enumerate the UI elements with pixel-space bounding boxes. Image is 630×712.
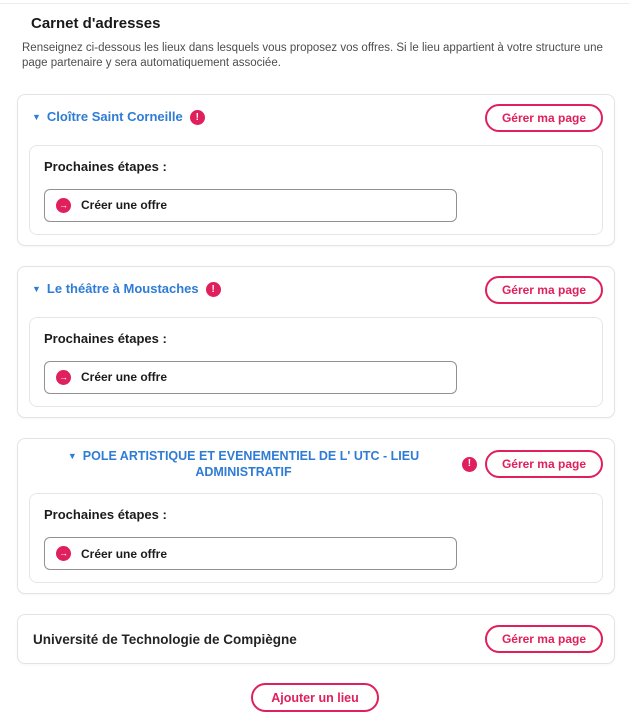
venue-card-theatre-a-moustaches bbox=[17, 266, 615, 418]
venue-list bbox=[17, 94, 615, 665]
top-divider bbox=[0, 3, 630, 4]
warning-icon: ! bbox=[190, 110, 205, 125]
next-steps-panel bbox=[29, 493, 603, 583]
arrow-right-icon: → bbox=[56, 198, 71, 213]
venue-card-pole-artistique-utc bbox=[17, 438, 615, 595]
chevron-down-icon: ▼ bbox=[32, 284, 41, 295]
create-offer-button[interactable] bbox=[44, 361, 457, 394]
venue-title-group bbox=[29, 281, 485, 298]
venue-toggle[interactable] bbox=[32, 448, 455, 481]
venue-title-group bbox=[29, 109, 485, 126]
add-venue-area bbox=[0, 683, 630, 712]
manage-page-button[interactable]: Gérer ma page bbox=[485, 625, 603, 653]
chevron-down-icon: ▼ bbox=[32, 112, 41, 123]
create-offer-button[interactable] bbox=[44, 189, 457, 222]
next-steps-label: Prochaines étapes : bbox=[44, 158, 167, 174]
arrow-right-icon: → bbox=[56, 370, 71, 385]
create-offer-button[interactable] bbox=[44, 537, 457, 570]
venue-card-cloitre-saint-corneille bbox=[17, 94, 615, 246]
next-steps-label: Prochaines étapes : bbox=[44, 507, 167, 523]
manage-page-button[interactable]: Gérer ma page bbox=[485, 450, 603, 478]
venue-name: POLE ARTISTIQUE ET EVENEMENTIEL DE L' UTC - LIEU ADMINISTRATIF bbox=[82, 448, 420, 480]
create-offer-label: Créer une offre bbox=[81, 198, 168, 213]
venue-title-group bbox=[29, 448, 485, 481]
venue-card-universite-compiegne bbox=[17, 614, 615, 664]
chevron-down-icon: ▼ bbox=[67, 450, 77, 461]
page-description: Renseignez ci-dessous les lieux dans lesquels vous proposez vos offres. Si le lieu appartient à votre structure une page partenaire y sera automatiquement associée. bbox=[22, 42, 603, 70]
warning-icon: ! bbox=[206, 282, 221, 297]
create-offer-label: Créer une offre bbox=[81, 370, 168, 385]
manage-page-button[interactable]: Gérer ma page bbox=[485, 104, 603, 132]
next-steps-label: Prochaines étapes : bbox=[44, 330, 167, 346]
venue-card-header bbox=[29, 104, 603, 132]
create-offer-label: Créer une offre bbox=[81, 546, 168, 561]
next-steps-panel bbox=[29, 145, 603, 235]
arrow-right-icon: → bbox=[56, 546, 71, 561]
add-venue-button[interactable]: Ajouter un lieu bbox=[251, 683, 379, 712]
venue-card-header bbox=[29, 448, 603, 481]
venue-card-header bbox=[29, 276, 603, 304]
warning-icon: ! bbox=[462, 457, 477, 472]
manage-page-button[interactable]: Gérer ma page bbox=[485, 276, 603, 304]
venue-toggle[interactable] bbox=[32, 109, 183, 126]
next-steps-panel bbox=[29, 317, 603, 407]
venue-name: Cloître Saint Corneille bbox=[46, 109, 183, 125]
venue-name: Université de Technologie de Compiègne bbox=[33, 631, 297, 647]
venue-toggle[interactable] bbox=[32, 281, 199, 298]
page-title: Carnet d'adresses bbox=[31, 15, 161, 32]
venue-name: Le théâtre à Moustaches bbox=[46, 281, 199, 297]
